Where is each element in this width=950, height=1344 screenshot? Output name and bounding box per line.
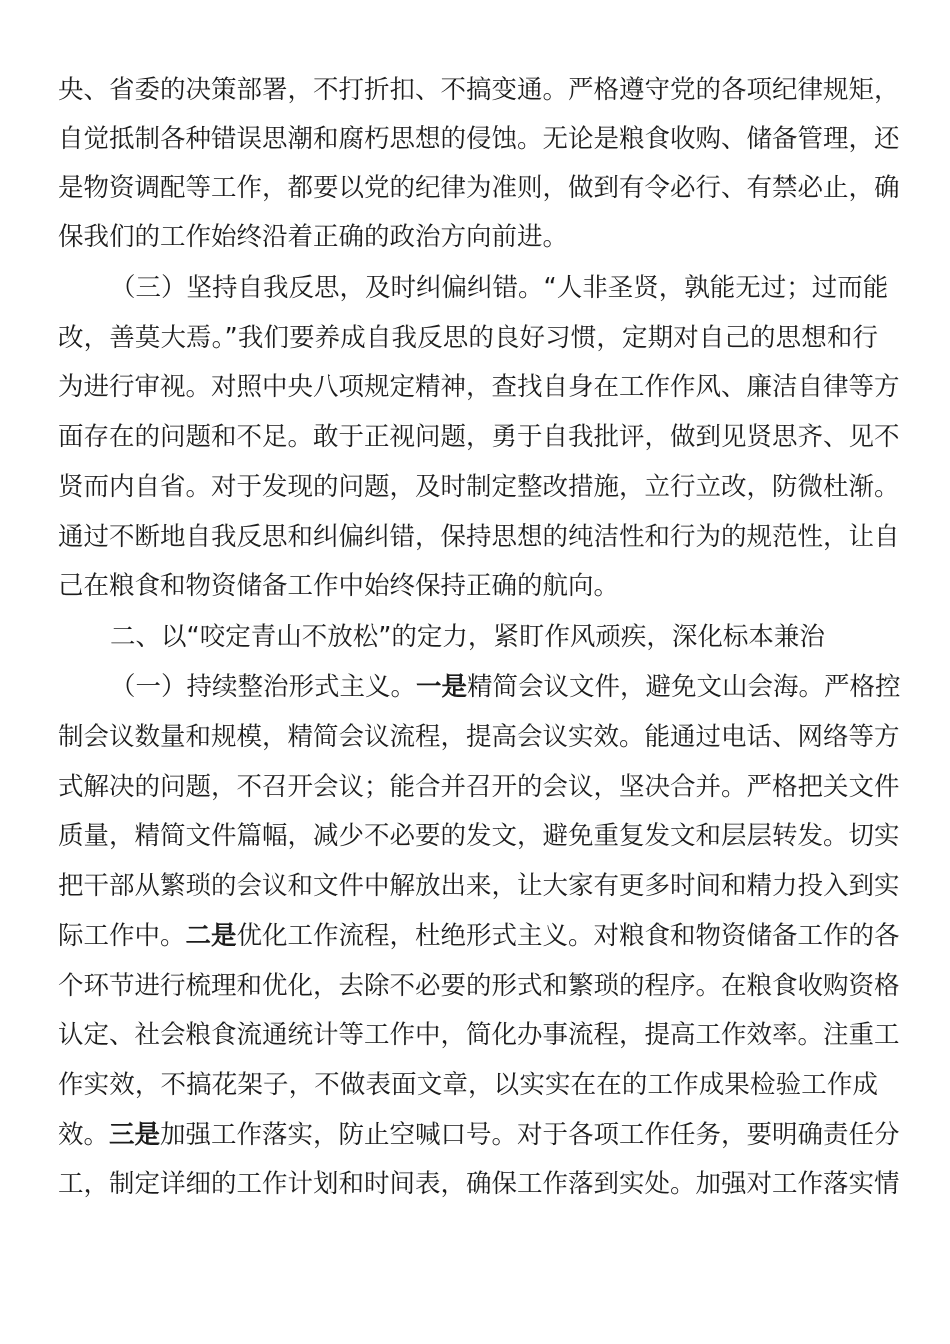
text-line: 把干部从繁琐的会议和文件中解放出来，让大家有更多时间和精力投入到实 [58, 871, 900, 901]
text-run: 优化工作流程，杜绝形式主义。对粮食和物资储备工作的各 [236, 921, 900, 951]
text-run: 精简会议文件，避免文山会海。严格控 [467, 672, 901, 702]
text-line: 面存在的问题和不足。敢于正视问题，勇于自我批评，做到见贤思齐、见不 [58, 422, 900, 452]
text-line: 保我们的工作始终沿着正确的政治方向前进。 [58, 222, 569, 252]
text-line: 自觉抵制各种错误思潮和腐朽思想的侵蚀。无论是粮食收购、储备管理，还 [58, 124, 900, 154]
text-line: 为进行审视。对照中央八项规定精神，查找自身在工作作风、廉洁自律等方 [58, 372, 900, 402]
text-line: 是物资调配等工作，都要以党的纪律为准则，做到有令必行、有禁必止，确 [58, 173, 900, 203]
text-line: 认定、社会粮食流通统计等工作中，简化办事流程，提高工作效率。注重工 [58, 1020, 900, 1050]
text-line: 改，善莫大焉。”我们要养成自我反思的良好习惯，定期对自己的思想和行 [58, 323, 878, 353]
paragraph-first-line [110, 667, 901, 707]
text-line: 质量，精简文件篇幅，减少不必要的发文，避免重复发文和层层转发。切实 [58, 821, 900, 851]
emphasis-text: 一是 [416, 672, 468, 702]
text-line: 个环节进行梳理和优化，去除不必要的形式和繁琐的程序。在粮食收购资格 [58, 971, 900, 1001]
text-run: 际工作中。 [58, 921, 186, 951]
text-line: 作实效，不搞花架子，不做表面文章，以实实在在的工作成果检验工作成 [58, 1070, 878, 1100]
text-line: 己在粮食和物资储备工作中始终保持正确的航向。 [58, 571, 620, 601]
text-line: 工，制定详细的工作计划和时间表，确保工作落到实处。加强对工作落实情 [58, 1169, 900, 1199]
text-line: 式解决的问题，不召开会议；能合并召开的会议，坚决合并。严格把关文件 [58, 772, 900, 802]
text-run: 加强工作落实，防止空喊口号。对于各项工作任务，要明确责任分 [160, 1120, 900, 1150]
text-line: 制会议数量和规模，精简会议流程，提高会议实效。能通过电话、网络等方 [58, 722, 900, 752]
text-run: 效。 [58, 1120, 110, 1150]
text-line: 贤而内自省。对于发现的问题，及时制定整改措施，立行立改，防微杜渐。 [58, 472, 900, 502]
emphasis-text: 二是 [185, 921, 237, 951]
section-heading: 二、以“咬定青山不放松”的定力，紧盯作风顽疾，深化标本兼治 [110, 622, 825, 652]
text-line: 通过不断地自我反思和纠偏纠错，保持思想的纯洁性和行为的规范性，让自 [58, 522, 900, 552]
text-line [58, 1115, 900, 1155]
text-line: 央、省委的决策部署，不打折扣、不搞变通。严格遵守党的各项纪律规矩， [58, 75, 900, 105]
text-line [58, 916, 900, 956]
paragraph-first-line: （三）坚持自我反思，及时纠偏纠错。“人非圣贤，孰能无过；过而能 [110, 273, 889, 303]
text-run: （一）持续整治形式主义。 [110, 672, 417, 702]
emphasis-text: 三是 [109, 1120, 161, 1150]
